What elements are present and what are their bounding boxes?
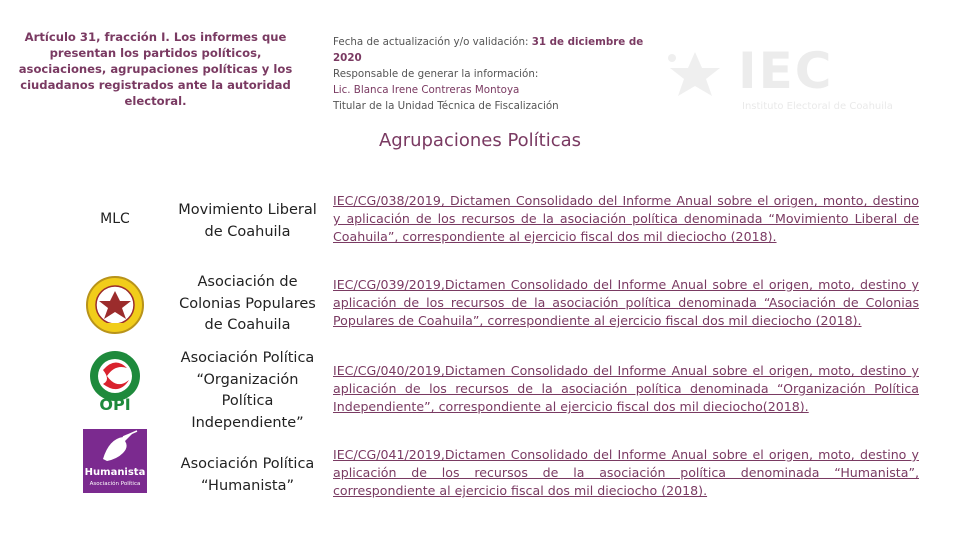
iec-star-icon <box>660 50 730 100</box>
dictamen-link[interactable]: IEC/CG/041/2019,Dictamen Consolidado del Informe Anual sobre el origen, moto, destino y aplicación de los recursos de la asociación política denominada “Humanista”, correspondiente al ejercicio fiscal dos mil dieciocho (2018). <box>333 447 919 499</box>
update-line <box>333 34 673 66</box>
opi-logo <box>76 348 154 414</box>
opi-logo-icon <box>87 350 143 412</box>
dictamen-link[interactable]: IEC/CG/038/2019, Dictamen Consolidado del Informe Anual sobre el origen, monto, destino y aplicación de los recursos de la asociación política denominada “Movimiento Liberal de Coahuila”, correspondiente al ejercicio fiscal dos mil dieciocho (2018). <box>333 193 919 245</box>
article-header: Artículo 31, fracción I. Los informes que presentan los partidos políticos, asociaciones, agrupaciones políticas y los ciudadanos registrados ante la autoridad electoral. <box>18 30 293 108</box>
mlc-logo <box>76 204 154 234</box>
humanista-logo-box <box>83 429 147 493</box>
acpc-seal-icon <box>86 274 144 336</box>
hummingbird-icon <box>83 429 147 469</box>
mlc-text: MLC <box>100 211 130 227</box>
responsible-name: Lic. Blanca Irene Contreras Montoya <box>333 84 520 96</box>
acpc-logo <box>76 272 154 338</box>
association-name: Asociación Política “Humanista” <box>180 456 315 494</box>
association-name: Asociación Política “Organización Política Independiente” <box>180 350 315 431</box>
humanista-logo-subtext: Asociación Política <box>89 481 141 487</box>
dictamen-link[interactable]: IEC/CG/039/2019,Dictamen Consolidado del Informe Anual sobre el origen, moto, destino y aplicación de los recursos de la asociación política denominada “Asociación de Colonias Populares de Coahuila”, correspondiente al ejercicio fiscal dos mil dieciocho (2018). <box>333 277 919 329</box>
humanista-logo <box>76 428 154 494</box>
watermark-text: IEC <box>738 42 834 100</box>
humanista-logo-text: Humanista <box>84 467 146 478</box>
association-name: Asociación de Colonias Populares de Coahuila <box>179 274 316 333</box>
section-title: Agrupaciones Políticas <box>378 130 582 151</box>
update-info <box>333 34 673 114</box>
update-label: Fecha de actualización y/o validación: <box>333 36 532 48</box>
update-date: 31 de diciembre de 2020 <box>333 36 644 64</box>
association-name: Movimiento Liberal de Coahuila <box>178 202 317 240</box>
svg-text:OPI: OPI <box>99 395 131 412</box>
iec-watermark-logo <box>660 44 920 124</box>
responsible-title: Titular de la Unidad Técnica de Fiscalización <box>333 100 559 112</box>
dictamen-link[interactable]: IEC/CG/040/2019,Dictamen Consolidado del Informe Anual sobre el origen, moto, destino y aplicación de los recursos de la asociación política denominada “Organización Política Independiente”, correspondiente al ejercicio fiscal dos mil dieciocho(2018). <box>333 363 919 415</box>
responsible-label: Responsable de generar la información: <box>333 68 539 80</box>
watermark-subtext: Instituto Electoral de Coahuila <box>742 101 893 112</box>
